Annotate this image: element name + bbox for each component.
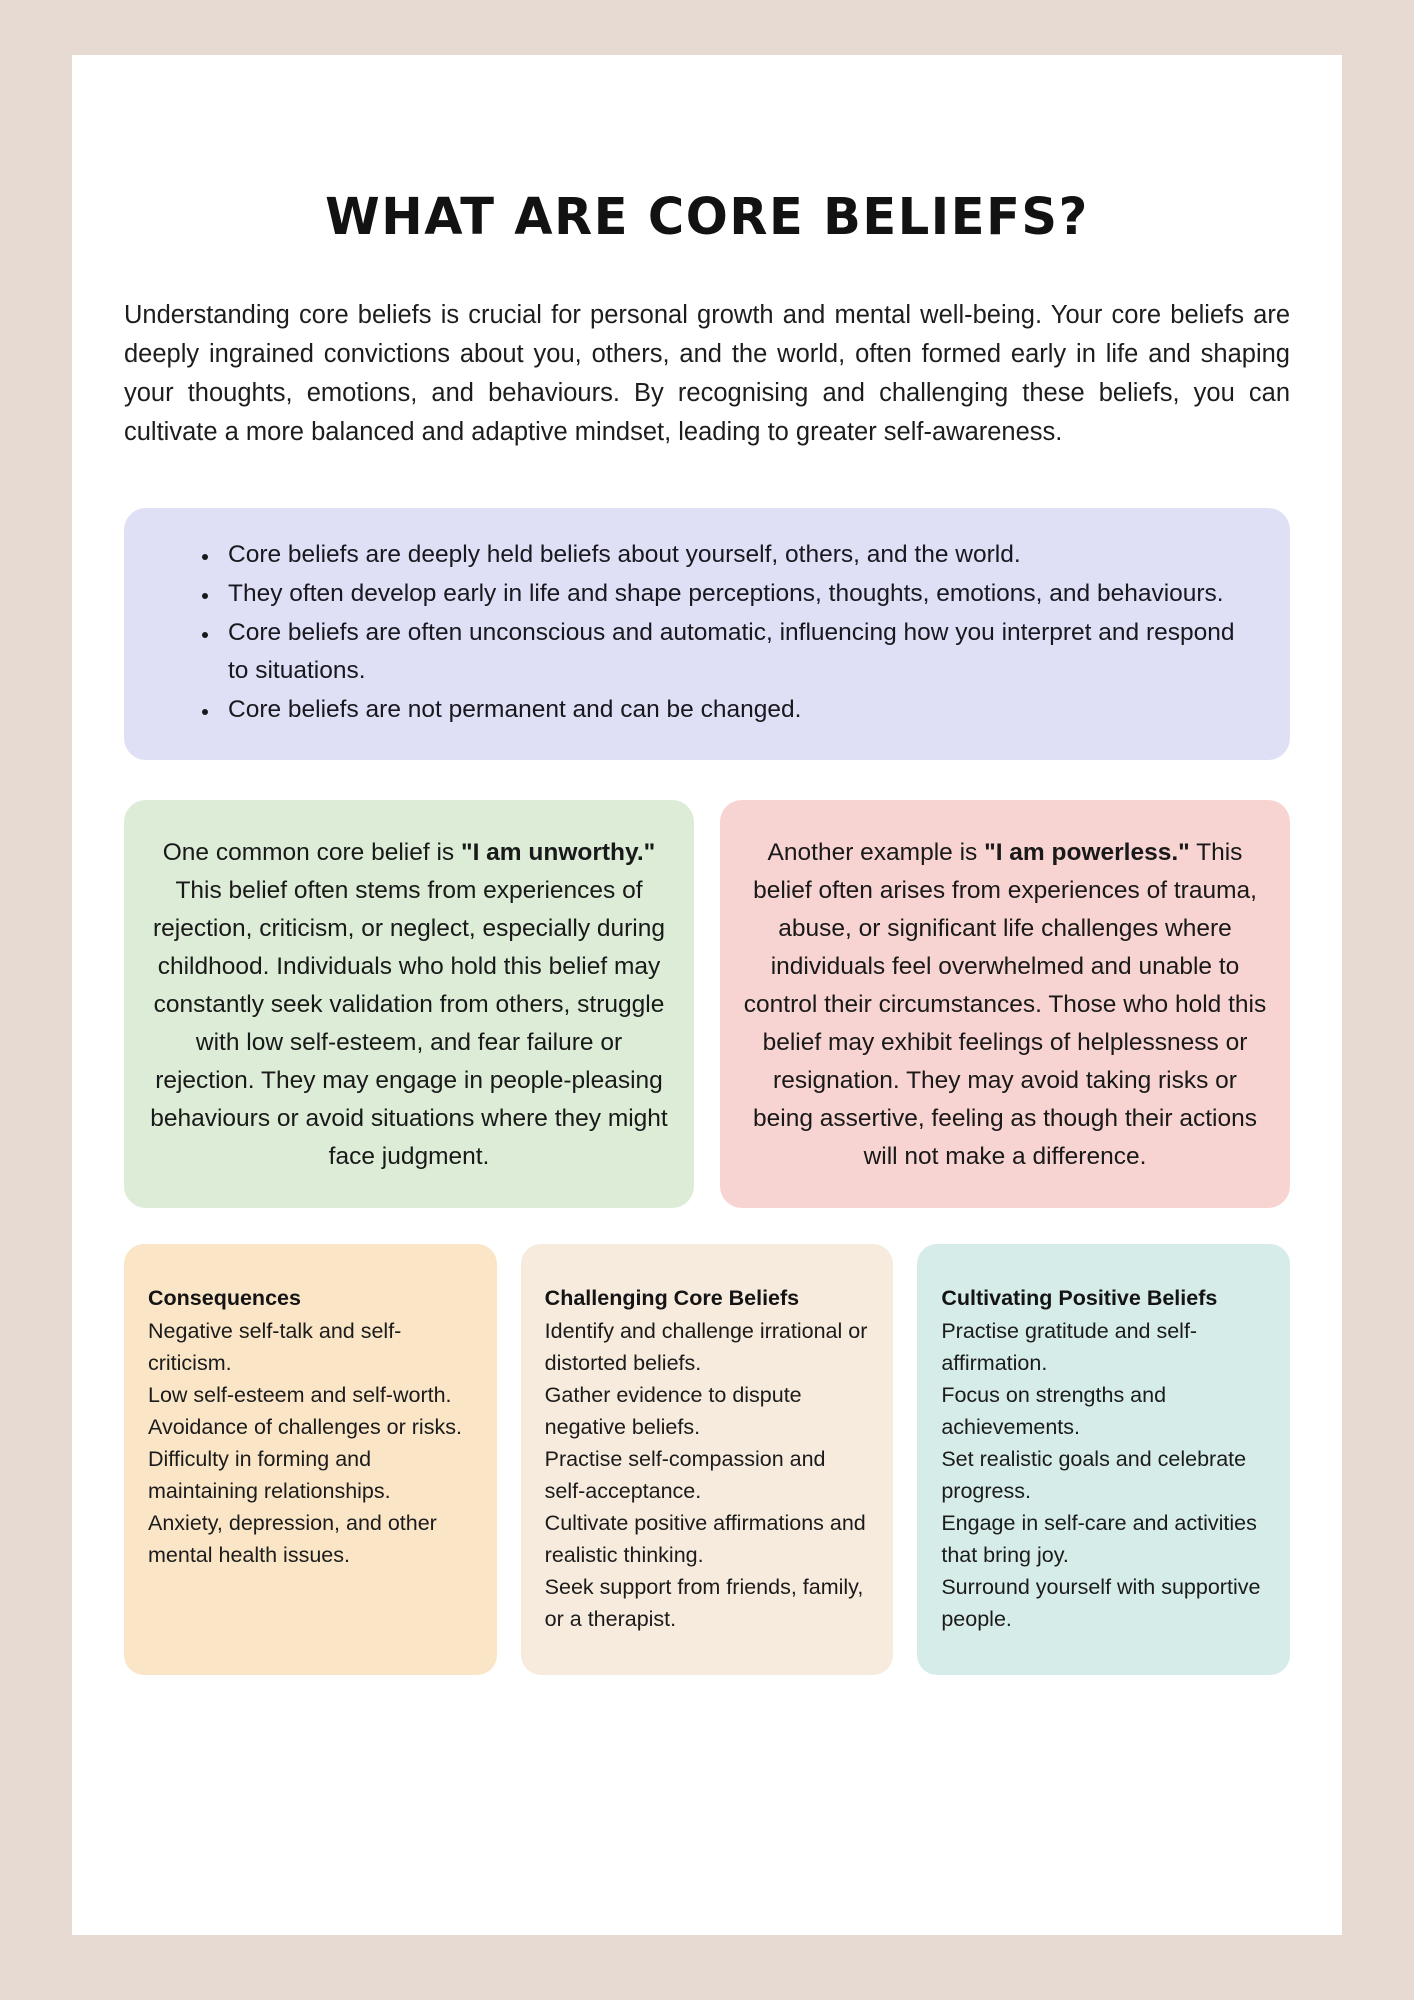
list-item: • Core beliefs are deeply held beliefs about yourself, others, and the world. bbox=[220, 536, 1250, 574]
example-card-unworthy bbox=[124, 800, 694, 1208]
column-line: Avoidance of challenges or risks. bbox=[148, 1415, 462, 1440]
column-line: Focus on strengths and achievements. bbox=[941, 1383, 1167, 1440]
column-line: Difficulty in forming and maintaining relationships. bbox=[148, 1447, 391, 1504]
column-line: Surround yourself with supportive people. bbox=[941, 1575, 1261, 1632]
column-line: Engage in self-care and activities that bring joy. bbox=[941, 1511, 1257, 1568]
column-line: Anxiety, depression, and other mental health issues. bbox=[148, 1511, 437, 1568]
column-line: Identify and challenge irrational or distorted beliefs. bbox=[544, 1319, 868, 1376]
columns-row bbox=[124, 1244, 1290, 1675]
key-points-list bbox=[164, 536, 1250, 729]
column-line: Set realistic goals and celebrate progress. bbox=[941, 1447, 1247, 1504]
column-card-consequences bbox=[124, 1244, 497, 1675]
list-item: • They often develop early in life and shape perceptions, thoughts, emotions, and behaviours. bbox=[220, 575, 1250, 613]
intro-paragraph: Understanding core beliefs is crucial for personal growth and mental well-being. Your core beliefs are deeply ingrained convictions about you, others, and the world, often formed early in life and shaping your thoughts, emotions, and behaviours. By recognising and challenging these beliefs, you can cultivate a more balanced and adaptive mindset, leading to greater self-awareness. bbox=[124, 301, 1290, 447]
column-line: Gather evidence to dispute negative beliefs. bbox=[544, 1383, 802, 1440]
column-line: Low self-esteem and self-worth. bbox=[148, 1383, 452, 1408]
column-line: Practise self-compassion and self-acceptance. bbox=[544, 1447, 826, 1504]
example-card-powerless bbox=[720, 800, 1290, 1208]
example-body: This belief often stems from experiences of rejection, criticism, or neglect, especially during childhood. Individuals who hold this belief may constantly seek validation from others, struggle with low self-esteem, and fear failure or rejection. They may engage in people-pleasing behaviours or avoid situations where they might face judgment. bbox=[150, 877, 668, 1171]
column-card-challenging-core-beliefs bbox=[521, 1244, 894, 1675]
example-emphasis: "I am unworthy." bbox=[460, 839, 656, 867]
column-heading: Challenging Core Beliefs bbox=[544, 1286, 800, 1311]
column-heading: Cultivating Positive Beliefs bbox=[941, 1286, 1218, 1311]
list-item: • Core beliefs are not permanent and can be changed. bbox=[220, 691, 1250, 729]
example-lead: One common core belief is bbox=[162, 839, 461, 867]
document-content bbox=[124, 150, 1290, 1675]
column-line: Negative self-talk and self-criticism. bbox=[148, 1319, 402, 1376]
page-title: WHAT ARE CORE BELIEFS? bbox=[325, 188, 1089, 247]
key-points-box bbox=[124, 508, 1290, 760]
example-emphasis: "I am powerless." bbox=[984, 839, 1190, 867]
column-card-cultivating-positive-beliefs bbox=[917, 1244, 1290, 1675]
document-sheet bbox=[72, 55, 1342, 1935]
example-body: This belief often arises from experiences of trauma, abuse, or significant life challenges where individuals feel overwhelmed and unable to control their circumstances. Those who hold this belief may exhibit feelings of helplessness or resignation. They may avoid taking risks or being assertive, feeling as though their actions will not make a difference. bbox=[743, 839, 1267, 1171]
column-line: Cultivate positive affirmations and realistic thinking. bbox=[544, 1511, 866, 1568]
examples-row bbox=[124, 800, 1290, 1208]
list-item: • Core beliefs are often unconscious and automatic, influencing how you interpret and respond to situations. bbox=[220, 614, 1250, 690]
column-line: Seek support from friends, family, or a therapist. bbox=[544, 1575, 864, 1632]
example-lead: Another example is bbox=[767, 839, 985, 867]
column-heading: Consequences bbox=[148, 1286, 301, 1311]
column-line: Practise gratitude and self-affirmation. bbox=[941, 1319, 1198, 1376]
